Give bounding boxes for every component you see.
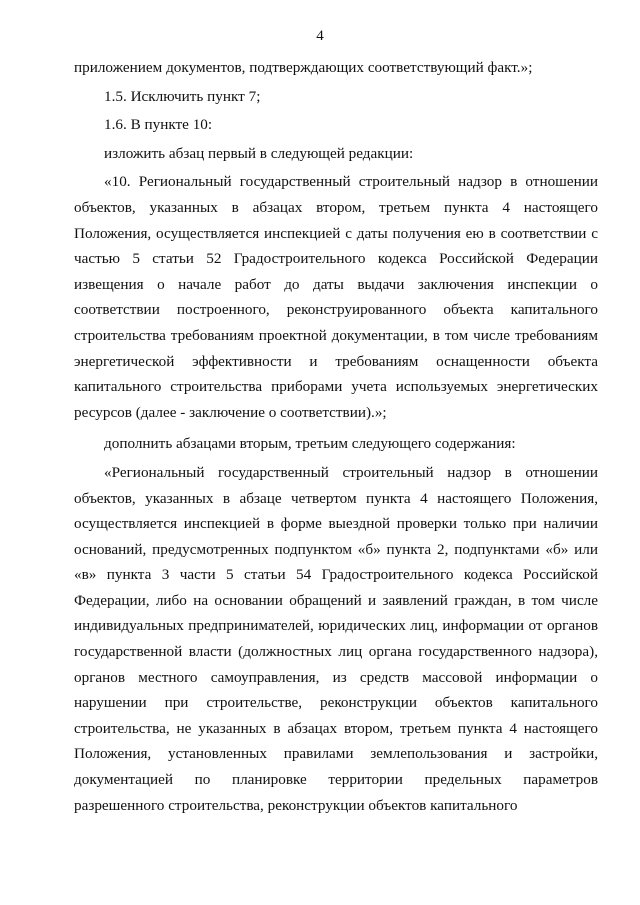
paragraph-add-instruction: дополнить абзацами вторым, третьим следующего содержания: [104,435,516,453]
paragraph-item-1-5: 1.5. Исключить пункт 7; [104,87,261,105]
paragraph-added-text: «Региональный государственный строительный надзор в отношении объектов, указанных в абзаце четвертом пункта 4 настоящего Положения, осуществляется инспекцией в форме выездной проверки только при наличии оснований, предусмотренных подпунктом «б» пункта 2, подпунктами «б» или «в» пункта 3 части 5 статьи 54 Градостроительного кодекса Российской Федерации, либо на основании обращений и заявлений граждан, в том числе индивидуальных предпринимателей, юридических лиц, информации от органов государственной власти (должностных лиц органа государственного надзора), органов местного самоуправления, из средств массовой информации о нарушении при строительстве, реконструкции объектов капитального строительства, не указанных в абзацах втором, третьем пункта 4 настоящего Положения, установленных правилами землепользования и застройки, документацией по планировке территории предельных параметров разрешенного строительства, реконструкции объектов капитального [74,463,598,814]
document-body [74,55,598,818]
paragraph-continuation: приложением документов, подтверждающих соответствующий факт.»; [74,59,533,76]
paragraph-amend-instruction: изложить абзац первый в следующей редакции: [104,144,414,162]
paragraph-point-10-text: «10. Региональный государственный строительный надзор в отношении объектов, указанных в абзацах втором, третьем пункта 4 настоящего Положения, осуществляется инспекцией с даты получения ею в соответствии с частью 5 статьи 52 Градостроительного кодекса Российской Федерации извещения о начале работ до даты выдачи заключения инспекции о соответствии построенного, реконструированного объекта капитального строительства требованиям проектной документации, в том числе требованиям энергетической эффективности и требованиям оснащенности объекта капитального строительства приборами учета используемых энергетических ресурсов (далее - заключение о соответствии).»; [74,173,598,421]
page-number: 4 [316,28,324,44]
paragraph-item-1-6: 1.6. В пункте 10: [104,116,213,134]
